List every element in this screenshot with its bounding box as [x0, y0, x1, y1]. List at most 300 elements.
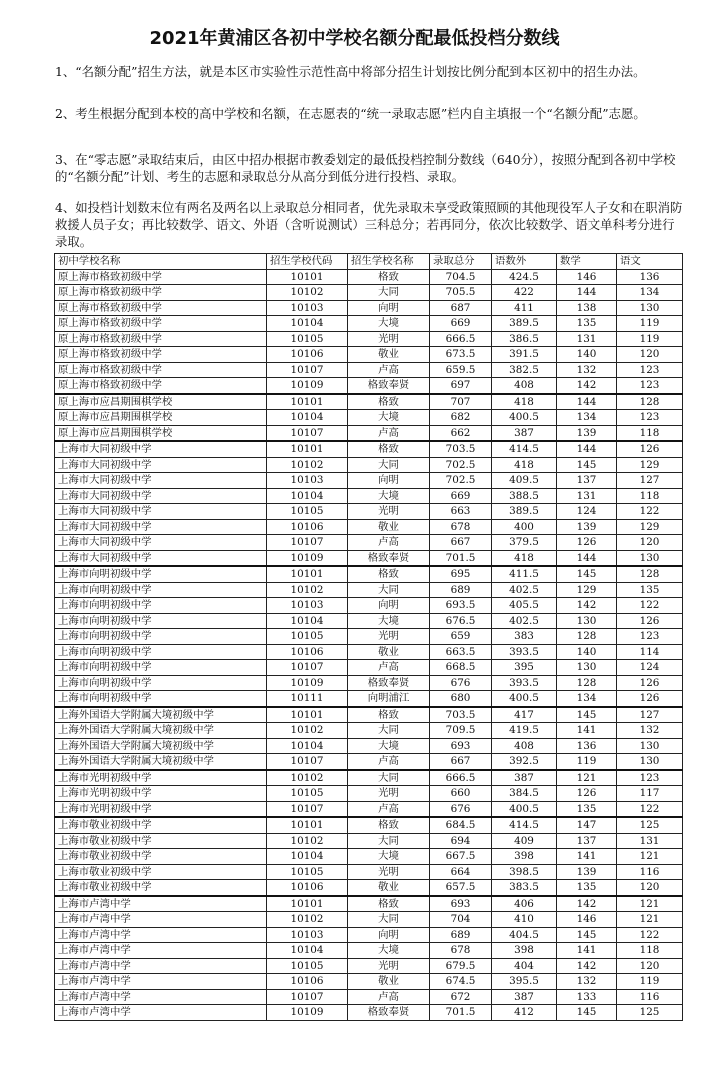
- three-subjects-cell: 404.5: [492, 927, 557, 943]
- chinese-cell: 130: [617, 754, 683, 770]
- table-row: [55, 598, 683, 614]
- header-three-subjects: 语数外: [492, 254, 557, 270]
- school-name-cell: 上海市向明初级中学: [55, 582, 267, 598]
- chinese-cell: 120: [617, 347, 683, 363]
- page-title: 2021年黄浦区各初中学校名额分配最低投档分数线: [149, 28, 560, 49]
- code-cell: 10105: [267, 331, 348, 347]
- total-cell: 704: [430, 912, 492, 928]
- code-cell: 10101: [267, 269, 348, 285]
- target-school-cell: 光明: [348, 958, 430, 974]
- total-cell: 694: [430, 833, 492, 849]
- chinese-cell: 123: [617, 629, 683, 645]
- header-total: 录取总分: [430, 254, 492, 270]
- table-row: [55, 629, 683, 645]
- target-school-cell: 格致: [348, 394, 430, 410]
- school-name-cell: 上海市卢湾中学: [55, 1005, 267, 1021]
- table-row: [55, 707, 683, 723]
- target-school-cell: 卢高: [348, 362, 430, 378]
- three-subjects-cell: 402.5: [492, 613, 557, 629]
- target-school-cell: 格致: [348, 269, 430, 285]
- code-cell: 10101: [267, 441, 348, 457]
- table-row: [55, 316, 683, 332]
- target-school-cell: 卢高: [348, 660, 430, 676]
- total-cell: 660: [430, 786, 492, 802]
- three-subjects-cell: 411: [492, 300, 557, 316]
- total-cell: 693: [430, 738, 492, 754]
- total-cell: 662: [430, 425, 492, 441]
- school-name-cell: 上海市大同初级中学: [55, 519, 267, 535]
- target-school-cell: 大同: [348, 582, 430, 598]
- school-name-cell: 原上海市格致初级中学: [55, 362, 267, 378]
- code-cell: 10103: [267, 473, 348, 489]
- total-cell: 673.5: [430, 347, 492, 363]
- three-subjects-cell: 408: [492, 378, 557, 394]
- code-cell: 10101: [267, 566, 348, 582]
- school-name-cell: 原上海市格致初级中学: [55, 285, 267, 301]
- chinese-cell: 128: [617, 394, 683, 410]
- math-cell: 145: [557, 1005, 617, 1021]
- math-cell: 145: [557, 707, 617, 723]
- total-cell: 659: [430, 629, 492, 645]
- chinese-cell: 129: [617, 519, 683, 535]
- chinese-cell: 121: [617, 896, 683, 912]
- school-name-cell: 上海市大同初级中学: [55, 488, 267, 504]
- chinese-cell: 120: [617, 958, 683, 974]
- school-name-cell: 上海市光明初级中学: [55, 801, 267, 817]
- chinese-cell: 136: [617, 269, 683, 285]
- total-cell: 703.5: [430, 441, 492, 457]
- three-subjects-cell: 402.5: [492, 582, 557, 598]
- school-name-cell: 上海外国语大学附属大境初级中学: [55, 707, 267, 723]
- table-row: [55, 394, 683, 410]
- chinese-cell: 131: [617, 833, 683, 849]
- chinese-cell: 118: [617, 488, 683, 504]
- school-name-cell: 上海市向明初级中学: [55, 644, 267, 660]
- school-name-cell: 上海市敬业初级中学: [55, 833, 267, 849]
- math-cell: 140: [557, 347, 617, 363]
- total-cell: 657.5: [430, 880, 492, 896]
- school-name-cell: 上海市卢湾中学: [55, 927, 267, 943]
- code-cell: 10109: [267, 550, 348, 566]
- chinese-cell: 123: [617, 410, 683, 426]
- school-name-cell: 上海市向明初级中学: [55, 629, 267, 645]
- school-name-cell: 上海市光明初级中学: [55, 770, 267, 786]
- code-cell: 10107: [267, 362, 348, 378]
- table-row: [55, 425, 683, 441]
- school-name-cell: 上海市卢湾中学: [55, 974, 267, 990]
- total-cell: 682: [430, 410, 492, 426]
- chinese-cell: 122: [617, 801, 683, 817]
- three-subjects-cell: 400.5: [492, 691, 557, 707]
- math-cell: 132: [557, 362, 617, 378]
- table-row: [55, 691, 683, 707]
- code-cell: 10103: [267, 927, 348, 943]
- three-subjects-cell: 400: [492, 519, 557, 535]
- target-school-cell: 敬业: [348, 519, 430, 535]
- target-school-cell: 大同: [348, 912, 430, 928]
- target-school-cell: 大境: [348, 613, 430, 629]
- target-school-cell: 光明: [348, 786, 430, 802]
- total-cell: 664: [430, 864, 492, 880]
- school-name-cell: 上海市向明初级中学: [55, 613, 267, 629]
- code-cell: 10101: [267, 707, 348, 723]
- math-cell: 136: [557, 738, 617, 754]
- target-school-cell: 卢高: [348, 989, 430, 1005]
- math-cell: 142: [557, 598, 617, 614]
- chinese-cell: 120: [617, 535, 683, 551]
- math-cell: 144: [557, 285, 617, 301]
- header-school: 初中学校名称: [55, 254, 267, 270]
- table-row: [55, 974, 683, 990]
- table-row: [55, 644, 683, 660]
- code-cell: 10102: [267, 723, 348, 739]
- math-cell: 147: [557, 817, 617, 833]
- total-cell: 668.5: [430, 660, 492, 676]
- math-cell: 145: [557, 566, 617, 582]
- chinese-cell: 122: [617, 598, 683, 614]
- three-subjects-cell: 411.5: [492, 566, 557, 582]
- target-school-cell: 光明: [348, 504, 430, 520]
- target-school-cell: 卢高: [348, 425, 430, 441]
- total-cell: 672: [430, 989, 492, 1005]
- target-school-cell: 格致奉贤: [348, 1005, 430, 1021]
- math-cell: 146: [557, 269, 617, 285]
- three-subjects-cell: 387: [492, 989, 557, 1005]
- paragraph-1: 1、“名额分配”招生方法，就是本区市实验性示范性高中将部分招生计划按比例分配到本区初中的招生办法。: [55, 64, 646, 79]
- total-cell: 663.5: [430, 644, 492, 660]
- three-subjects-cell: 417: [492, 707, 557, 723]
- school-name-cell: 上海市向明初级中学: [55, 566, 267, 582]
- chinese-cell: 122: [617, 504, 683, 520]
- school-name-cell: 上海市大同初级中学: [55, 457, 267, 473]
- chinese-cell: 130: [617, 300, 683, 316]
- table-row: [55, 817, 683, 833]
- chinese-cell: 119: [617, 974, 683, 990]
- math-cell: 135: [557, 801, 617, 817]
- total-cell: 667: [430, 754, 492, 770]
- school-name-cell: 上海市卢湾中学: [55, 912, 267, 928]
- chinese-cell: 121: [617, 912, 683, 928]
- table-row: [55, 786, 683, 802]
- school-name-cell: 上海市敬业初级中学: [55, 817, 267, 833]
- school-name-cell: 上海外国语大学附属大境初级中学: [55, 754, 267, 770]
- table-row: [55, 582, 683, 598]
- school-name-cell: 原上海市格致初级中学: [55, 378, 267, 394]
- table-row: [55, 896, 683, 912]
- table-row: [55, 943, 683, 959]
- three-subjects-cell: 392.5: [492, 754, 557, 770]
- chinese-cell: 119: [617, 316, 683, 332]
- chinese-cell: 135: [617, 582, 683, 598]
- math-cell: 128: [557, 629, 617, 645]
- math-cell: 121: [557, 770, 617, 786]
- three-subjects-cell: 409.5: [492, 473, 557, 489]
- math-cell: 131: [557, 331, 617, 347]
- table-row: [55, 660, 683, 676]
- math-cell: 144: [557, 550, 617, 566]
- total-cell: 693.5: [430, 598, 492, 614]
- table-row: [55, 1005, 683, 1021]
- school-name-cell: 原上海市应昌期围棋学校: [55, 425, 267, 441]
- math-cell: 140: [557, 644, 617, 660]
- three-subjects-cell: 382.5: [492, 362, 557, 378]
- header-chinese: 语文: [617, 254, 683, 270]
- code-cell: 10104: [267, 410, 348, 426]
- math-cell: 134: [557, 691, 617, 707]
- chinese-cell: 126: [617, 691, 683, 707]
- total-cell: 689: [430, 927, 492, 943]
- target-school-cell: 大境: [348, 488, 430, 504]
- target-school-cell: 卢高: [348, 754, 430, 770]
- target-school-cell: 光明: [348, 629, 430, 645]
- three-subjects-cell: 409: [492, 833, 557, 849]
- target-school-cell: 格致: [348, 566, 430, 582]
- code-cell: 10107: [267, 660, 348, 676]
- code-cell: 10103: [267, 300, 348, 316]
- math-cell: 146: [557, 912, 617, 928]
- three-subjects-cell: 405.5: [492, 598, 557, 614]
- paragraph-4: 4、如投档计划数末位有两名及两名以上录取总分相同者，优先录取未享受政策照顾的其他现役军人子女和在职消防救援人员子女；再比较数学、语文、外语（含听说测试）三科总分；若再同分，依次比较数学、语文单科考分进行录取。: [55, 200, 683, 249]
- chinese-cell: 119: [617, 331, 683, 347]
- table-row: [55, 269, 683, 285]
- target-school-cell: 卢高: [348, 801, 430, 817]
- three-subjects-cell: 414.5: [492, 817, 557, 833]
- math-cell: 126: [557, 786, 617, 802]
- code-cell: 10107: [267, 535, 348, 551]
- target-school-cell: 向明: [348, 473, 430, 489]
- math-cell: 141: [557, 723, 617, 739]
- math-cell: 141: [557, 943, 617, 959]
- three-subjects-cell: 424.5: [492, 269, 557, 285]
- code-cell: 10104: [267, 738, 348, 754]
- target-school-cell: 敬业: [348, 347, 430, 363]
- chinese-cell: 126: [617, 441, 683, 457]
- school-name-cell: 上海市大同初级中学: [55, 441, 267, 457]
- table-row: [55, 864, 683, 880]
- math-cell: 139: [557, 425, 617, 441]
- school-name-cell: 上海市敬业初级中学: [55, 849, 267, 865]
- table-row: [55, 488, 683, 504]
- table-row: [55, 566, 683, 582]
- total-cell: 669: [430, 316, 492, 332]
- three-subjects-cell: 389.5: [492, 316, 557, 332]
- table-row: [55, 457, 683, 473]
- paragraph-3: 3、在“零志愿”录取结束后，由区中招办根据市教委划定的最低投档控制分数线（640分），按照分配到各初中学校的“名额分配”计划、考生的志愿和录取总分从高分到低分进行投档、录取。: [55, 152, 676, 184]
- three-subjects-cell: 386.5: [492, 331, 557, 347]
- chinese-cell: 130: [617, 550, 683, 566]
- three-subjects-cell: 393.5: [492, 675, 557, 691]
- three-subjects-cell: 414.5: [492, 441, 557, 457]
- total-cell: 701.5: [430, 550, 492, 566]
- target-school-cell: 卢高: [348, 535, 430, 551]
- school-name-cell: 上海市敬业初级中学: [55, 864, 267, 880]
- table-row: [55, 410, 683, 426]
- school-name-cell: 原上海市应昌期围棋学校: [55, 394, 267, 410]
- three-subjects-cell: 400.5: [492, 801, 557, 817]
- total-cell: 701.5: [430, 1005, 492, 1021]
- chinese-cell: 126: [617, 675, 683, 691]
- three-subjects-cell: 391.5: [492, 347, 557, 363]
- three-subjects-cell: 412: [492, 1005, 557, 1021]
- school-name-cell: 上海市向明初级中学: [55, 598, 267, 614]
- code-cell: 10105: [267, 504, 348, 520]
- table-row: [55, 912, 683, 928]
- chinese-cell: 123: [617, 770, 683, 786]
- total-cell: 695: [430, 566, 492, 582]
- table-row: [55, 300, 683, 316]
- math-cell: 133: [557, 989, 617, 1005]
- code-cell: 10109: [267, 378, 348, 394]
- code-cell: 10109: [267, 1005, 348, 1021]
- target-school-cell: 格致奉贤: [348, 550, 430, 566]
- target-school-cell: 敬业: [348, 880, 430, 896]
- total-cell: 703.5: [430, 707, 492, 723]
- code-cell: 10106: [267, 880, 348, 896]
- chinese-cell: 126: [617, 613, 683, 629]
- code-cell: 10106: [267, 644, 348, 660]
- math-cell: 145: [557, 457, 617, 473]
- total-cell: 666.5: [430, 770, 492, 786]
- total-cell: 680: [430, 691, 492, 707]
- table-row: [55, 331, 683, 347]
- school-name-cell: 原上海市格致初级中学: [55, 269, 267, 285]
- code-cell: 10102: [267, 833, 348, 849]
- table-row: [55, 849, 683, 865]
- code-cell: 10105: [267, 958, 348, 974]
- three-subjects-cell: 395: [492, 660, 557, 676]
- math-cell: 126: [557, 535, 617, 551]
- school-name-cell: 上海外国语大学附属大境初级中学: [55, 723, 267, 739]
- math-cell: 130: [557, 660, 617, 676]
- school-name-cell: 上海市光明初级中学: [55, 786, 267, 802]
- table-row: [55, 362, 683, 378]
- math-cell: 124: [557, 504, 617, 520]
- target-school-cell: 向明: [348, 927, 430, 943]
- total-cell: 693: [430, 896, 492, 912]
- total-cell: 707: [430, 394, 492, 410]
- school-name-cell: 上海市向明初级中学: [55, 691, 267, 707]
- three-subjects-cell: 387: [492, 770, 557, 786]
- target-school-cell: 大同: [348, 833, 430, 849]
- math-cell: 130: [557, 613, 617, 629]
- target-school-cell: 光明: [348, 864, 430, 880]
- total-cell: 702.5: [430, 473, 492, 489]
- chinese-cell: 114: [617, 644, 683, 660]
- total-cell: 709.5: [430, 723, 492, 739]
- header-target-school: 招生学校名称: [348, 254, 430, 270]
- total-cell: 689: [430, 582, 492, 598]
- total-cell: 679.5: [430, 958, 492, 974]
- three-subjects-cell: 389.5: [492, 504, 557, 520]
- school-name-cell: 上海市大同初级中学: [55, 473, 267, 489]
- code-cell: 10102: [267, 457, 348, 473]
- code-cell: 10104: [267, 943, 348, 959]
- target-school-cell: 格致: [348, 707, 430, 723]
- total-cell: 705.5: [430, 285, 492, 301]
- table-row: [55, 738, 683, 754]
- math-cell: 119: [557, 754, 617, 770]
- total-cell: 676: [430, 801, 492, 817]
- chinese-cell: 123: [617, 362, 683, 378]
- three-subjects-cell: 395.5: [492, 974, 557, 990]
- code-cell: 10101: [267, 896, 348, 912]
- table-row: [55, 989, 683, 1005]
- chinese-cell: 117: [617, 786, 683, 802]
- chinese-cell: 134: [617, 285, 683, 301]
- chinese-cell: 116: [617, 864, 683, 880]
- school-name-cell: 上海市敬业初级中学: [55, 880, 267, 896]
- target-school-cell: 格致: [348, 441, 430, 457]
- code-cell: 10107: [267, 754, 348, 770]
- math-cell: 139: [557, 519, 617, 535]
- chinese-cell: 122: [617, 927, 683, 943]
- three-subjects-cell: 400.5: [492, 410, 557, 426]
- three-subjects-cell: 398: [492, 943, 557, 959]
- target-school-cell: 格致: [348, 896, 430, 912]
- target-school-cell: 向明: [348, 598, 430, 614]
- target-school-cell: 敬业: [348, 644, 430, 660]
- table-header-row: [55, 254, 683, 270]
- table-body: [55, 269, 683, 1020]
- code-cell: 10105: [267, 629, 348, 645]
- header-code: 招生学校代码: [267, 254, 348, 270]
- chinese-cell: 123: [617, 378, 683, 394]
- school-name-cell: 上海市向明初级中学: [55, 660, 267, 676]
- three-subjects-cell: 422: [492, 285, 557, 301]
- code-cell: 10104: [267, 613, 348, 629]
- chinese-cell: 125: [617, 1005, 683, 1021]
- table-row: [55, 441, 683, 457]
- three-subjects-cell: 404: [492, 958, 557, 974]
- three-subjects-cell: 418: [492, 394, 557, 410]
- table-row: [55, 801, 683, 817]
- code-cell: 10102: [267, 912, 348, 928]
- code-cell: 10102: [267, 285, 348, 301]
- total-cell: 666.5: [430, 331, 492, 347]
- three-subjects-cell: 393.5: [492, 644, 557, 660]
- table-row: [55, 833, 683, 849]
- school-name-cell: 原上海市格致初级中学: [55, 300, 267, 316]
- chinese-cell: 128: [617, 566, 683, 582]
- math-cell: 145: [557, 927, 617, 943]
- code-cell: 10103: [267, 598, 348, 614]
- table-row: [55, 519, 683, 535]
- total-cell: 687: [430, 300, 492, 316]
- school-name-cell: 上海市卢湾中学: [55, 989, 267, 1005]
- code-cell: 10106: [267, 347, 348, 363]
- math-cell: 142: [557, 896, 617, 912]
- three-subjects-cell: 419.5: [492, 723, 557, 739]
- three-subjects-cell: 383.5: [492, 880, 557, 896]
- math-cell: 141: [557, 849, 617, 865]
- target-school-cell: 格致奉贤: [348, 378, 430, 394]
- math-cell: 142: [557, 378, 617, 394]
- target-school-cell: 大同: [348, 770, 430, 786]
- school-name-cell: 原上海市格致初级中学: [55, 331, 267, 347]
- total-cell: 697: [430, 378, 492, 394]
- table-row: [55, 378, 683, 394]
- target-school-cell: 向明: [348, 300, 430, 316]
- paragraph-2: 2、考生根据分配到本校的高中学校和名额，在志愿表的“统一录取志愿”栏内自主填报一个“名额分配”志愿。: [55, 106, 646, 121]
- table-row: [55, 613, 683, 629]
- target-school-cell: 大同: [348, 285, 430, 301]
- target-school-cell: 大境: [348, 738, 430, 754]
- math-cell: 144: [557, 394, 617, 410]
- school-name-cell: 上海市卢湾中学: [55, 896, 267, 912]
- table-row: [55, 754, 683, 770]
- table-row: [55, 958, 683, 974]
- chinese-cell: 121: [617, 849, 683, 865]
